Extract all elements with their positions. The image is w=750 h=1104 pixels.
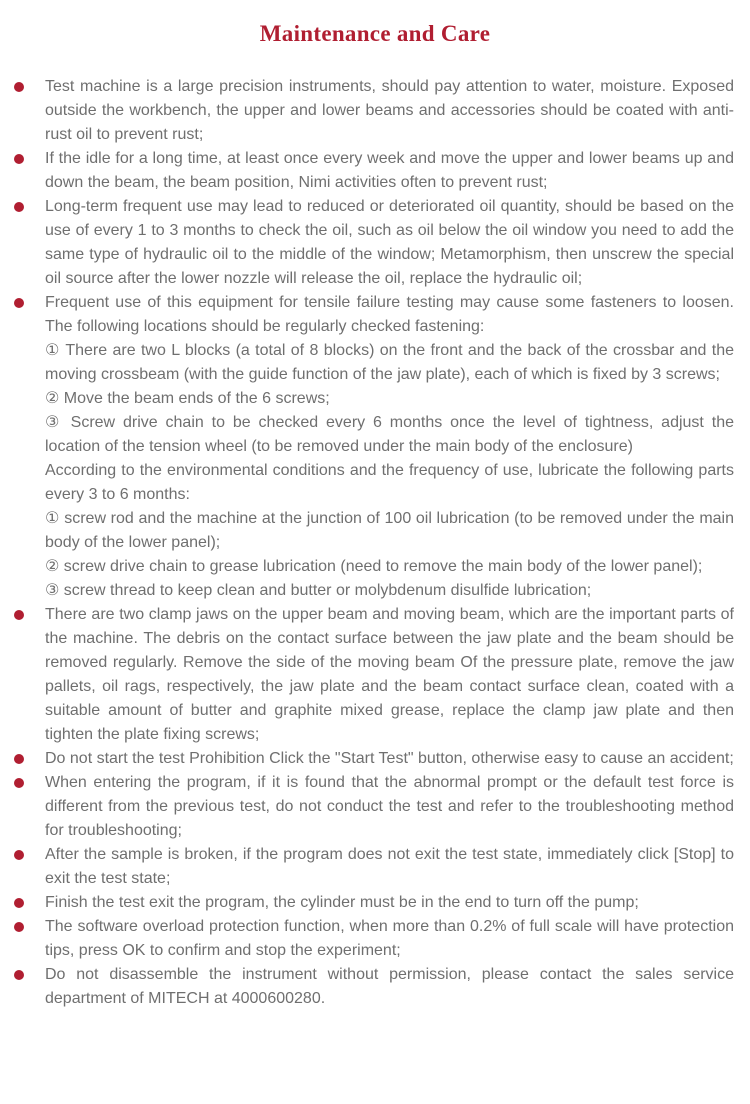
bullet-icon xyxy=(14,922,24,932)
paragraph: ① screw rod and the machine at the junction of 100 oil lubrication (to be removed under the main body of the lower panel); xyxy=(45,510,734,551)
paragraph: The software overload protection function, when more than 0.2% of full scale will have protection tips, press OK to confirm and stop the experiment; xyxy=(45,918,734,959)
paragraph: ③ Screw drive chain to be checked every 6 months once the level of tightness, adjust the location of the tension wheel (to be removed under the main body of the enclosure) xyxy=(45,414,734,455)
list-item-text xyxy=(45,603,734,747)
list-item-text xyxy=(45,891,734,915)
bullet-icon xyxy=(14,778,24,788)
list-item xyxy=(14,75,734,147)
paragraph: Do not disassemble the instrument without permission, please contact the sales service department of MITECH at 4000600280. xyxy=(45,966,734,1007)
bullet-icon xyxy=(14,898,24,908)
list-item xyxy=(14,891,734,915)
list-item xyxy=(14,771,734,843)
paragraph: Frequent use of this equipment for tensile failure testing may cause some fasteners to loosen. The following locations should be regularly checked fastening: xyxy=(45,294,734,335)
list-item xyxy=(14,963,734,1011)
list-item xyxy=(14,291,734,603)
list-item-text xyxy=(45,195,734,291)
list-item xyxy=(14,147,734,195)
paragraph: Do not start the test Prohibition Click the "Start Test" button, otherwise easy to cause an accident; xyxy=(45,750,734,767)
list-item xyxy=(14,195,734,291)
bullet-icon xyxy=(14,202,24,212)
maintenance-list xyxy=(0,75,750,1011)
paragraph: ② Move the beam ends of the 6 screws; xyxy=(45,390,330,407)
bullet-icon xyxy=(14,754,24,764)
paragraph: When entering the program, if it is found that the abnormal prompt or the default test force is different from the previous test, do not conduct the test and refer to the troubleshooting method for troubleshooting; xyxy=(45,774,734,839)
paragraph: There are two clamp jaws on the upper beam and moving beam, which are the important parts of the machine. The debris on the contact surface between the jaw plate and the beam should be removed regularly. Remove the side of the moving beam Of the pressure plate, remove the jaw pallets, oil rags, respectively, the jaw plate and the beam contact surface clean, coated with a suitable amount of butter and graphite mixed grease, replace the clamp jaw plate and then tighten the plate fixing screws; xyxy=(45,606,734,743)
paragraph: According to the environmental conditions and the frequency of use, lubricate the following parts every 3 to 6 months: xyxy=(45,462,734,503)
paragraph: ① There are two L blocks (a total of 8 blocks) on the front and the back of the crossbar and the moving crossbeam (with the guide function of the jaw plate), each of which is fixed by 3 screws; xyxy=(45,342,734,383)
paragraph: Finish the test exit the program, the cylinder must be in the end to turn off the pump; xyxy=(45,894,639,911)
list-item-text xyxy=(45,843,734,891)
paragraph: If the idle for a long time, at least once every week and move the upper and lower beams up and down the beam, the beam position, Nimi activities often to prevent rust; xyxy=(45,150,734,191)
bullet-icon xyxy=(14,298,24,308)
page-title: Maintenance and Care xyxy=(259,21,491,46)
bullet-icon xyxy=(14,850,24,860)
list-item-text xyxy=(45,915,734,963)
bullet-icon xyxy=(14,970,24,980)
list-item xyxy=(14,747,734,771)
paragraph: After the sample is broken, if the program does not exit the test state, immediately click [Stop] to exit the test state; xyxy=(45,846,734,887)
list-item-text xyxy=(45,747,734,771)
paragraph: ② screw drive chain to grease lubrication (need to remove the main body of the lower panel); xyxy=(45,558,703,575)
paragraph: ③ screw thread to keep clean and butter or molybdenum disulfide lubrication; xyxy=(45,582,592,599)
bullet-icon xyxy=(14,154,24,164)
list-item-text xyxy=(45,291,734,603)
bullet-icon xyxy=(14,610,24,620)
list-item-text xyxy=(45,75,734,147)
bullet-icon xyxy=(14,82,24,92)
list-item xyxy=(14,915,734,963)
paragraph: Long-term frequent use may lead to reduced or deteriorated oil quantity, should be based on the use of every 1 to 3 months to check the oil, such as oil below the oil window you need to add the same type of hydraulic oil to the middle of the window; Metamorphism, then unscrew the special oil source after the lower nozzle will release the oil, replace the hydraulic oil; xyxy=(45,198,734,287)
paragraph: Test machine is a large precision instruments, should pay attention to water, moisture. Exposed outside the workbench, the upper and lower beams and accessories should be coated with anti-rust oil to prevent rust; xyxy=(45,78,734,143)
list-item-text xyxy=(45,147,734,195)
list-item-text xyxy=(45,771,734,843)
list-item xyxy=(14,843,734,891)
list-item-text xyxy=(45,963,734,1011)
list-item xyxy=(14,603,734,747)
